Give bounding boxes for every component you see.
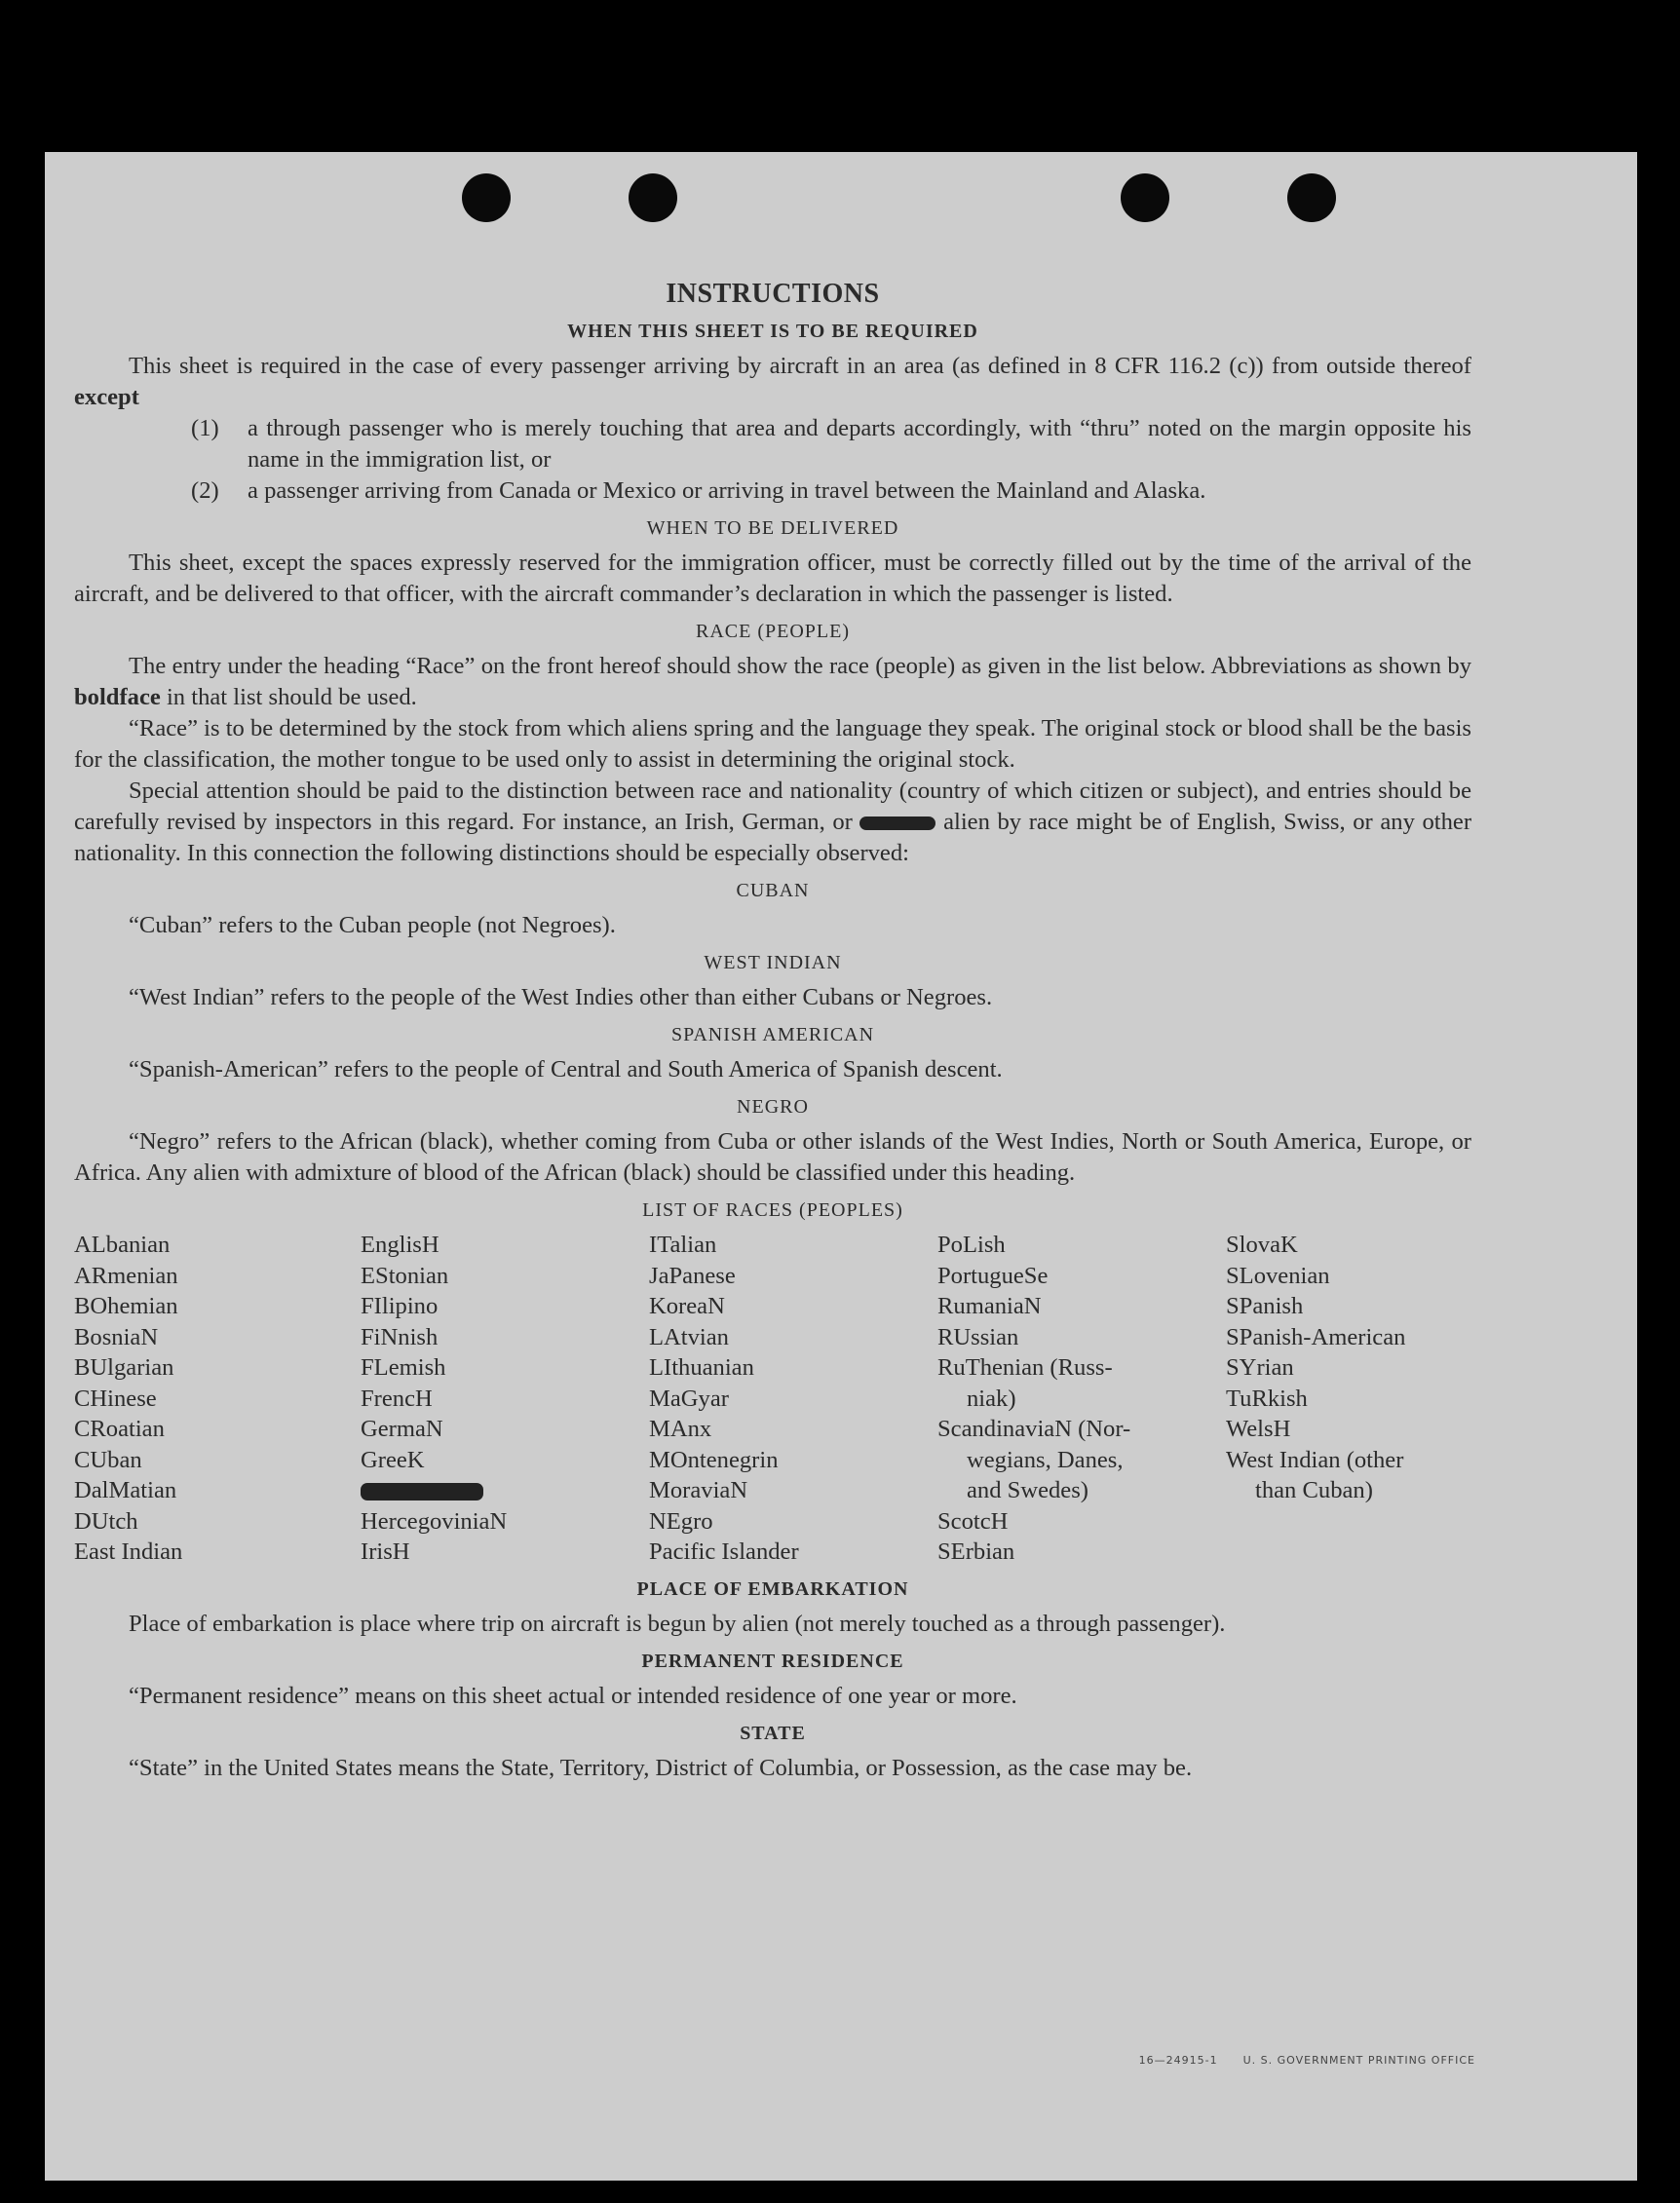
- heading-cuban: CUBAN: [736, 880, 810, 901]
- punch-hole-3: [1121, 173, 1169, 222]
- list-item: RuThenian (Russ-: [937, 1354, 1113, 1381]
- page-title: INSTRUCTIONS: [666, 279, 880, 309]
- list-item-redacted: [361, 1475, 649, 1506]
- list-item: SlovaK: [1226, 1232, 1298, 1258]
- when-required-item-1: (1) a through passenger who is merely touching that area and departs accordingly, with “thru” noted on the margin opposite his name in the immigration list, or: [191, 415, 1471, 473]
- negro-text: “Negro” refers to the African (black), whether coming from Cuba or other islands of the West Indies, North or South America, Europe, or Africa. Any alien with admixture of blood of the African (black) should be classified under this heading.: [74, 1128, 1471, 1186]
- punch-hole-2: [629, 173, 677, 222]
- heading-negro: NEGRO: [737, 1096, 809, 1118]
- race-paragraph-2: “Race” is to be determined by the stock from which aliens spring and the language they speak. The original stock or blood shall be the basis for the classification, the mother tongue to be used only to assist in determining the original stock.: [74, 715, 1471, 773]
- heading-state: STATE: [740, 1722, 806, 1744]
- list-item: HercegoviniaN: [361, 1507, 508, 1535]
- list-item: Pacific Islander: [649, 1538, 799, 1565]
- west-indian-text: “West Indian” refers to the people of the West Indies other than either Cubans or Negroes.: [129, 984, 993, 1010]
- list-item: IrisH: [361, 1538, 410, 1565]
- list-item: EnglisH: [361, 1232, 439, 1258]
- list-item: SPanish-American: [1226, 1323, 1406, 1350]
- punch-hole-4: [1287, 173, 1336, 222]
- when-delivered-text: This sheet, except the spaces expressly reserved for the immigration officer, must be correctly filled out by the time of the arrival of the aircraft, and be delivered to that officer, with the aircraft commander’s declaration in which the passenger is listed.: [74, 550, 1471, 607]
- list-item: FrencH: [361, 1385, 433, 1412]
- list-item: SLovenian: [1226, 1262, 1330, 1289]
- heading-permanent-residence: PERMANENT RESIDENCE: [641, 1650, 904, 1672]
- list-item: BUlgarian: [74, 1354, 174, 1381]
- list-item: BosniaN: [74, 1323, 159, 1350]
- list-item: FLemish: [361, 1354, 446, 1381]
- list-item: DUtch: [74, 1507, 138, 1535]
- list-item: MAnx: [649, 1416, 712, 1442]
- list-item: NEgro: [649, 1507, 713, 1535]
- race-paragraph-1: The entry under the heading “Race” on the front hereof should show the race (people) as given in the list below. Abbreviations as shown by boldface in that list should be used.: [74, 653, 1471, 710]
- spanish-american-text: “Spanish-American” refers to the people of Central and South America of Spanish descent.: [129, 1056, 1003, 1083]
- list-item: SYrian: [1226, 1354, 1294, 1381]
- embarkation-text: Place of embarkation is place where trip on aircraft is begun by alien (not merely touched as a through passenger).: [129, 1610, 1226, 1637]
- state-text: “State” in the United States means the State, Territory, District of Columbia, or Possession, as the case may be.: [129, 1754, 1193, 1781]
- heading-embarkation: PLACE OF EMBARKATION: [636, 1577, 909, 1600]
- list-item: BOhemian: [74, 1293, 178, 1319]
- list-item: CRoatian: [74, 1416, 165, 1442]
- list-item: GermaN: [361, 1416, 443, 1442]
- list-item: wegians, Danes,: [967, 1446, 1124, 1473]
- printer-name: U. S. GOVERNMENT PRINTING OFFICE: [1242, 2054, 1475, 2067]
- race-paragraph-3: Special attention should be paid to the distinction between race and nationality (country of which citizen or subject), and entries should be carefully revised by inspectors in this regard. For instance, an Irish, German, or alien by race might be of English, Swiss, or any other nationality. In this connection the following distinctions should be especially observed:: [74, 778, 1472, 866]
- list-item: PoLish: [937, 1232, 1006, 1258]
- heading-spanish-american: SPANISH AMERICAN: [670, 1024, 875, 1045]
- cuban-text: “Cuban” refers to the Cuban people (not Negroes).: [129, 912, 616, 938]
- races-column-3: [649, 1230, 937, 1568]
- form-number: 16—24915-1: [1138, 2054, 1218, 2067]
- list-item: East Indian: [74, 1538, 183, 1565]
- printer-footer: [1114, 2054, 1475, 2067]
- list-item: and Swedes): [967, 1477, 1088, 1503]
- heading-west-indian: WEST INDIAN: [704, 952, 842, 973]
- races-list: [74, 1230, 1471, 1568]
- heading-list-of-races: LIST OF RACES (PEOPLES): [642, 1199, 903, 1221]
- heading-when-delivered: WHEN TO BE DELIVERED: [646, 517, 899, 539]
- list-item: MOntenegrin: [649, 1446, 779, 1473]
- races-column-4: [937, 1230, 1226, 1568]
- list-item: TuRkish: [1226, 1385, 1308, 1412]
- list-item: ScotcH: [937, 1507, 1009, 1535]
- list-item: CHinese: [74, 1385, 157, 1412]
- list-item: CUban: [74, 1446, 142, 1473]
- list-item: RUssian: [937, 1323, 1019, 1350]
- list-item: LIthuanian: [649, 1354, 754, 1381]
- list-item: ARmenian: [74, 1262, 178, 1289]
- list-item: SErbian: [937, 1538, 1015, 1565]
- when-required-intro: This sheet is required in the case of every passenger arriving by aircraft in an area (as defined in 8 CFR 116.2 (c)) from outside thereof except: [74, 353, 1471, 410]
- list-item: FIlipino: [361, 1293, 439, 1319]
- list-item: ITalian: [649, 1232, 717, 1258]
- list-item: JaPanese: [649, 1262, 736, 1289]
- list-item: GreeK: [361, 1446, 425, 1473]
- list-item: SPanish: [1226, 1293, 1304, 1319]
- races-column-2: [361, 1230, 649, 1568]
- list-item: MaGyar: [649, 1385, 729, 1412]
- list-item: KoreaN: [649, 1293, 725, 1319]
- list-item: MoraviaN: [649, 1477, 748, 1503]
- permanent-residence-text: “Permanent residence” means on this sheet actual or intended residence of one year or more.: [129, 1682, 1017, 1709]
- heading-when-required: WHEN THIS SHEET IS TO BE REQUIRED: [567, 321, 978, 342]
- list-item: FiNnish: [361, 1323, 439, 1350]
- list-item: PortugueSe: [937, 1262, 1049, 1289]
- list-item: EStonian: [361, 1262, 449, 1289]
- list-item: niak): [967, 1385, 1016, 1412]
- redaction-mark: [361, 1483, 483, 1500]
- list-item: ALbanian: [74, 1232, 171, 1258]
- list-item: than Cuban): [1255, 1477, 1373, 1503]
- races-column-1: [74, 1230, 361, 1568]
- redaction-mark: [859, 817, 935, 830]
- list-item: LAtvian: [649, 1323, 729, 1350]
- when-required-item-2: (2) a passenger arriving from Canada or Mexico or arriving in travel between the Mainland and Alaska.: [191, 477, 1206, 504]
- heading-race: RACE (PEOPLE): [696, 621, 850, 642]
- list-item: WelsH: [1226, 1416, 1291, 1442]
- punch-hole-1: [462, 173, 511, 222]
- list-item: DalMatian: [74, 1477, 177, 1503]
- list-item: ScandinaviaN (Nor-: [937, 1416, 1131, 1442]
- instructions-content: [74, 275, 1471, 1784]
- list-item: West Indian (other: [1226, 1446, 1404, 1473]
- list-item: RumaniaN: [937, 1293, 1042, 1319]
- races-column-5: [1226, 1230, 1471, 1568]
